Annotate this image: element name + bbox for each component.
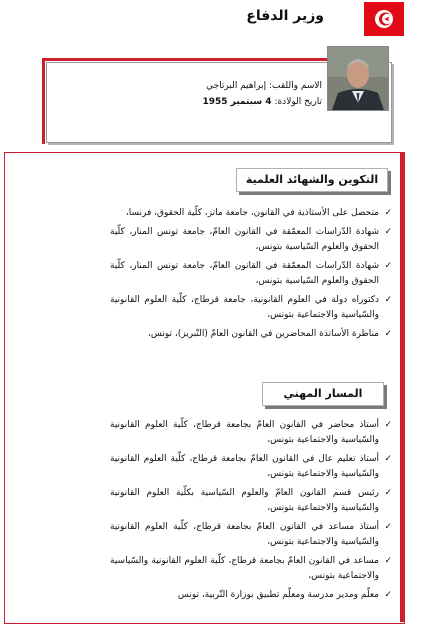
name-value: إبراهيم البرتاجي	[206, 81, 267, 91]
check-icon: ✓	[384, 227, 392, 237]
check-icon: ✓	[384, 590, 392, 600]
list-item-text: مساعد في القانون العامّ بجامعة قرطاج، كلّية العلوم القانونية والسّياسية والاجتماعية بتونس،	[110, 556, 379, 581]
check-icon: ✓	[384, 329, 392, 339]
identity-details	[202, 78, 322, 110]
list-item	[110, 418, 392, 448]
check-icon: ✓	[384, 261, 392, 271]
check-icon: ✓	[384, 454, 392, 464]
education-list	[110, 206, 392, 346]
list-item-text: متحصل على الأستاذية في القانون، جامعة ماتز، كلّية الحقوق، فرنسا،	[125, 208, 379, 218]
list-item-text: دكتوراه دولة في العلوم القانونية، جامعة قرطاج، كلّية العلوم القانونية والسّياسية والاجتماعية بتونس،	[110, 295, 379, 320]
birth-value: 4 سبتمبر 1955	[202, 97, 272, 107]
identity-accent-horizontal	[42, 58, 332, 61]
content-frame-accent	[400, 152, 404, 622]
name-label: الاسم واللقب:	[268, 81, 322, 91]
portrait-photo	[327, 46, 389, 111]
list-item-text: شهادة الدّراسات المعمّقة في القانون العامّ، جامعة تونس المنار، كلّية الحقوق والعلوم السّياسية بتونس،	[110, 261, 379, 286]
name-line	[202, 78, 322, 94]
list-item	[110, 588, 392, 603]
list-item-text: أستاذ مساعد في القانون العامّ بجامعة قرطاج، كلّية العلوم القانونية والسّياسية والاجتماعية بتونس،	[110, 522, 379, 547]
list-item	[110, 452, 392, 482]
career-section-title: المسار المهني	[262, 382, 384, 406]
list-item	[110, 520, 392, 550]
career-list	[110, 418, 392, 607]
list-item	[110, 225, 392, 255]
list-item-text: أستاذ تعليم عال في القانون العامّ بجامعة قرطاج، كلّية العلوم القانونية والسّياسية والاجتماعية بتونس،	[110, 454, 379, 479]
tunisia-flag-icon	[364, 2, 404, 36]
list-item	[110, 259, 392, 289]
list-item	[110, 327, 392, 342]
birth-line	[202, 94, 322, 110]
birth-label: تاريخ الولادة:	[274, 97, 322, 107]
check-icon: ✓	[384, 295, 392, 305]
check-icon: ✓	[384, 522, 392, 532]
list-item-text: رئيس قسم القانون العامّ والعلوم السّياسية بكلّية العلوم القانونية والسّياسية والاجتماعية بتونس،	[110, 488, 379, 513]
list-item-text: أستاذ محاضر في القانون العامّ بجامعة قرطاج، كلّية العلوم القانونية والسّياسية والاجتماعية بتونس،	[110, 420, 379, 445]
list-item-text: شهادة الدّراسات المعمّقة في القانون العامّ، جامعة تونس المنار، كلّية الحقوق والعلوم السّياسية بتونس،	[110, 227, 379, 252]
portrait-image	[328, 47, 388, 110]
page-title: وزير الدفاع	[246, 8, 324, 24]
list-item	[110, 486, 392, 516]
list-item	[110, 554, 392, 584]
check-icon: ✓	[384, 208, 392, 218]
list-item	[110, 293, 392, 323]
list-item	[110, 206, 392, 221]
check-icon: ✓	[384, 556, 392, 566]
check-icon: ✓	[384, 420, 392, 430]
identity-accent-vertical	[42, 58, 45, 144]
list-item-text: مناظرة الأساتذة المحاضرين في القانون العامّ (التّبريز)، تونس،	[147, 329, 379, 339]
check-icon: ✓	[384, 488, 392, 498]
education-section-title: التكوين والشهائد العلمية	[236, 168, 388, 192]
list-item-text: معلّم ومدير مدرسة ومعلّم تطبيق بوزارة التّربية، تونس	[177, 590, 379, 600]
tunisia-flag	[364, 2, 404, 36]
